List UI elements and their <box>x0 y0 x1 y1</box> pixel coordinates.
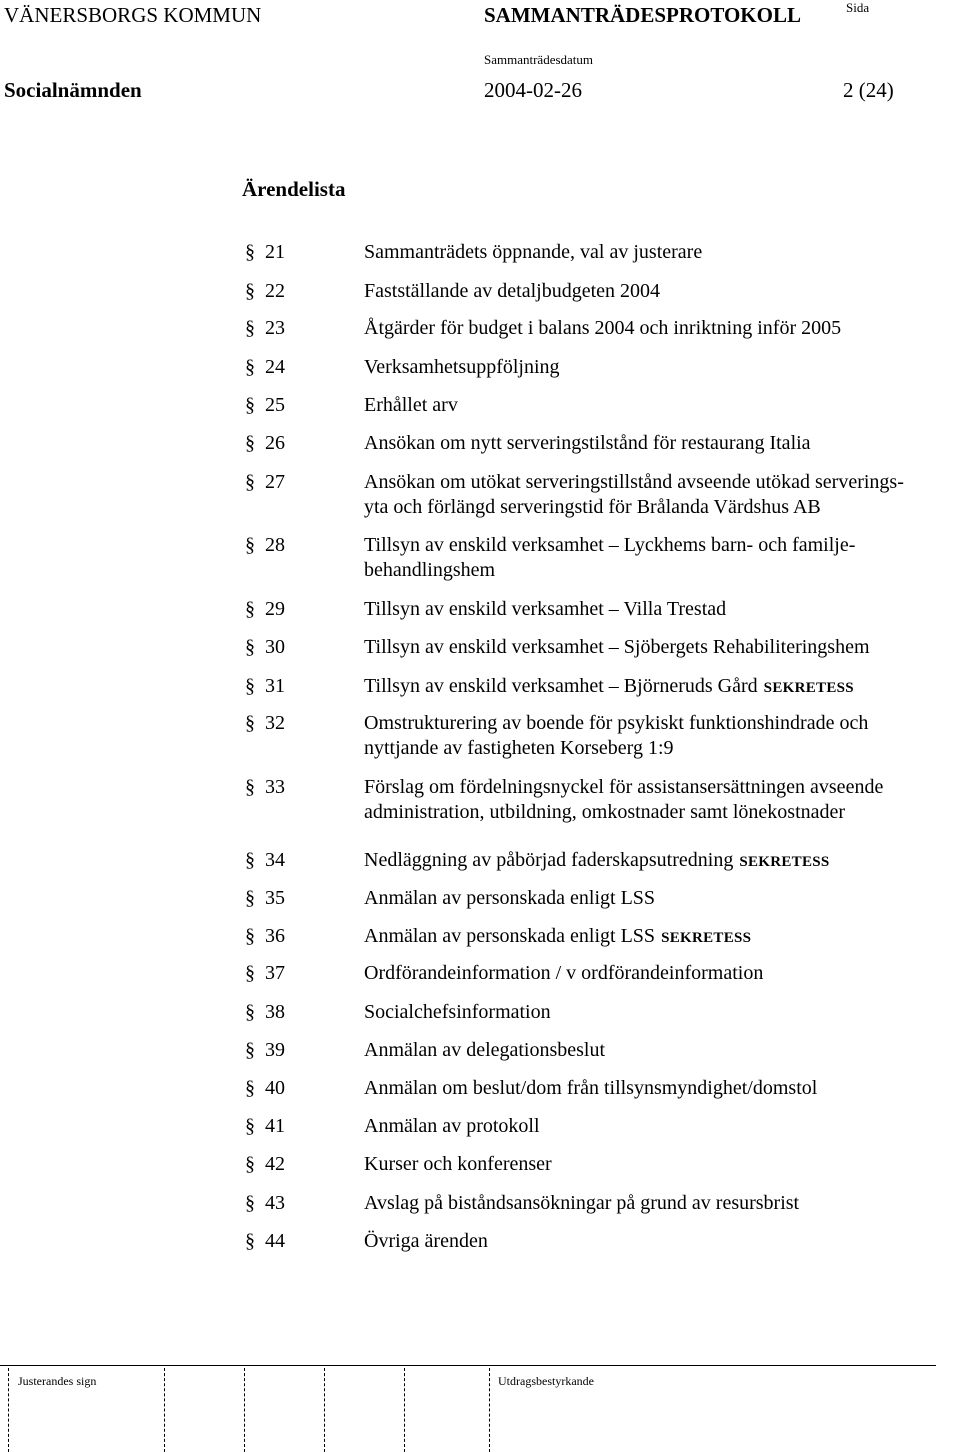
agenda-item-line-text: Nedläggning av påbörjad faderskapsutredning <box>364 849 734 871</box>
agenda-item-line-text: Verksamhetsuppföljning <box>364 356 560 378</box>
paragraph-icon: § <box>245 636 255 658</box>
agenda-item-line-text: Avslag på biståndsansökningar på grund av resursbrist <box>364 1192 800 1214</box>
agenda-item-number: 26 <box>265 432 285 454</box>
agenda-item-text <box>364 316 954 341</box>
agenda-item-number: 40 <box>265 1077 285 1099</box>
agenda-item-line <box>364 1076 954 1101</box>
agenda-item-line-text: Övriga ärenden <box>364 1230 488 1252</box>
meeting-date-label: Sammanträdesdatum <box>484 52 594 67</box>
signature-label: Justerandes sign <box>18 1374 97 1388</box>
agenda-item-line-text: Anmälan om beslut/dom från tillsynsmyndighet/domstol <box>364 1077 818 1099</box>
agenda-item-line <box>364 711 954 736</box>
agenda-item-number: 33 <box>265 776 285 798</box>
agenda-item-line <box>364 240 954 265</box>
agenda-item-text <box>364 393 954 418</box>
agenda-item-line-text: nyttjande av fastigheten Korseberg 1:9 <box>364 737 674 759</box>
agenda-item-number: 21 <box>265 241 285 263</box>
agenda-item-line <box>364 495 954 520</box>
agenda-item-text <box>364 924 954 951</box>
committee-name: Socialnämnden <box>4 78 142 102</box>
paragraph-icon: § <box>245 471 255 493</box>
agenda-item-line-text: Tillsyn av enskild verksamhet – Sjöbergets Rehabiliteringshem <box>364 636 870 658</box>
agenda-item-line-text: Ansökan om nytt serveringstilstånd för restaurang Italia <box>364 432 811 454</box>
agenda-item-text <box>364 1152 954 1177</box>
agenda-item-line-text: Socialchefsinformation <box>364 1001 551 1023</box>
agenda-item-number: 28 <box>265 534 285 556</box>
agenda-item-text <box>364 240 954 265</box>
agenda-item-line <box>364 635 954 660</box>
paragraph-icon: § <box>245 887 255 909</box>
agenda-item-line <box>364 533 954 558</box>
paragraph-icon: § <box>245 534 255 556</box>
agenda-item-number: 35 <box>265 887 285 909</box>
paragraph-icon: § <box>245 675 255 697</box>
agenda-item-line <box>364 848 954 875</box>
paragraph-icon: § <box>245 1039 255 1061</box>
agenda-item-line-text: Erhållet arv <box>364 394 458 416</box>
paragraph-icon: § <box>245 849 255 871</box>
agenda-item-line-text: Kurser och konferenser <box>364 1153 552 1175</box>
agenda-item-line <box>364 1038 954 1063</box>
municipality-name: VÄNERSBORGS KOMMUN <box>4 3 262 27</box>
agenda-item-line-text: Omstrukturering av boende för psykiskt funktionshindrade och <box>364 712 869 734</box>
agenda-item-text <box>364 355 954 380</box>
agenda-item-number: 38 <box>265 1001 285 1023</box>
agenda-item-line <box>364 775 954 800</box>
agenda-item-line <box>364 1152 954 1177</box>
agenda-item-number: 37 <box>265 962 285 984</box>
agenda-item-number: 32 <box>265 712 285 734</box>
agenda-item-number: 29 <box>265 598 285 620</box>
agenda-item-line <box>364 279 954 304</box>
confidential-badge: SEKRETESS <box>763 680 854 696</box>
agenda-item-line <box>364 1229 954 1254</box>
agenda-item-line-text: Anmälan av delegationsbeslut <box>364 1039 606 1061</box>
paragraph-icon: § <box>245 776 255 798</box>
agenda-item-text <box>364 533 954 583</box>
paragraph-icon: § <box>245 356 255 378</box>
agenda-item-number: 23 <box>265 317 285 339</box>
agenda-item-line <box>364 800 954 825</box>
agenda-item-number: 43 <box>265 1192 285 1214</box>
agenda-item-line <box>364 597 954 622</box>
agenda-item-text <box>364 635 954 660</box>
agenda-item-text <box>364 470 954 520</box>
agenda-item-line <box>364 924 954 951</box>
agenda-item-line <box>364 1114 954 1139</box>
agenda-item-line-text: administration, utbildning, omkostnader samt lönekostnader <box>364 801 846 823</box>
confidential-badge: SEKRETESS <box>739 854 830 870</box>
agenda-item-line-text: Tillsyn av enskild verksamhet – Lyckhems barn- och familje- <box>364 534 856 556</box>
paragraph-icon: § <box>245 432 255 454</box>
agenda-item-line-text: Fastställande av detaljbudgeten 2004 <box>364 280 661 302</box>
agenda-item-line-text: Åtgärder för budget i balans 2004 och inriktning inför 2005 <box>364 317 842 339</box>
confidential-badge: SEKRETESS <box>661 930 752 946</box>
agenda-item-line <box>364 355 954 380</box>
page-label: Sida <box>846 0 870 15</box>
agenda-item-line <box>364 886 954 911</box>
agenda-item-text <box>364 848 954 875</box>
agenda-item-line-text: Anmälan av personskada enligt LSS <box>364 887 656 909</box>
agenda-item-text <box>364 1038 954 1063</box>
paragraph-icon: § <box>245 598 255 620</box>
agenda-item-number: 42 <box>265 1153 285 1175</box>
agenda-item-text <box>364 711 954 761</box>
agenda-item-line-text: Ordförandeinformation / v ordförandeinformation <box>364 962 764 984</box>
agenda-item-line <box>364 470 954 495</box>
footer-separator <box>164 1368 165 1452</box>
agenda-item-line-text: Sammanträdets öppnande, val av justerare <box>364 241 703 263</box>
agenda-item-number: 30 <box>265 636 285 658</box>
footer-separator <box>8 1368 9 1452</box>
agenda-item-number: 22 <box>265 280 285 302</box>
paragraph-icon: § <box>245 1153 255 1175</box>
footer-separator <box>244 1368 245 1452</box>
agenda-item-text <box>364 961 954 986</box>
paragraph-icon: § <box>245 1077 255 1099</box>
paragraph-icon: § <box>245 1230 255 1252</box>
agenda-item-text <box>364 1229 954 1254</box>
agenda-item-text <box>364 431 954 456</box>
paragraph-icon: § <box>245 1192 255 1214</box>
agenda-item-line <box>364 674 954 701</box>
agenda-item-line <box>364 558 954 583</box>
paragraph-icon: § <box>245 317 255 339</box>
agenda-item-line-text: Anmälan av personskada enligt LSS <box>364 925 656 947</box>
paragraph-icon: § <box>245 394 255 416</box>
footer-divider <box>0 1365 936 1366</box>
agenda-item-line-text: Tillsyn av enskild verksamhet – Björneruds Gård <box>364 675 758 697</box>
agenda-item-line <box>364 736 954 761</box>
paragraph-icon: § <box>245 712 255 734</box>
footer-separator <box>404 1368 405 1452</box>
agenda-item-number: 36 <box>265 925 285 947</box>
agenda-item-line-text: Ansökan om utökat serveringstillstånd avseende utökad serverings- <box>364 471 904 493</box>
agenda-item-text <box>364 886 954 911</box>
agenda-item-number: 39 <box>265 1039 285 1061</box>
agenda-item-number: 27 <box>265 471 285 493</box>
meeting-date: 2004-02-26 <box>484 78 582 102</box>
paragraph-icon: § <box>245 1001 255 1023</box>
agenda-item-number: 44 <box>265 1230 285 1252</box>
agenda-item-line <box>364 431 954 456</box>
paragraph-icon: § <box>245 280 255 302</box>
agenda-item-line-text: Förslag om fördelningsnyckel för assistansersättningen avseende <box>364 776 884 798</box>
agenda-item-line-text: behandlingshem <box>364 559 496 581</box>
agenda-item-line <box>364 961 954 986</box>
agenda-item-text <box>364 1191 954 1216</box>
paragraph-icon: § <box>245 962 255 984</box>
agenda-item-number: 25 <box>265 394 285 416</box>
agenda-item-number: 41 <box>265 1115 285 1137</box>
agenda-item-line-text: Tillsyn av enskild verksamhet – Villa Trestad <box>364 598 727 620</box>
agenda-item-text <box>364 775 954 825</box>
agenda-item-text <box>364 1114 954 1139</box>
page-number: 2 (24) <box>843 78 894 102</box>
paragraph-icon: § <box>245 1115 255 1137</box>
agenda-item-number: 31 <box>265 675 285 697</box>
footer-separator <box>324 1368 325 1452</box>
agenda-item-text <box>364 279 954 304</box>
agenda-title: Ärendelista <box>242 177 346 201</box>
agenda-item-text <box>364 674 954 701</box>
paragraph-icon: § <box>245 241 255 263</box>
agenda-item-number: 34 <box>265 849 285 871</box>
agenda-item-line <box>364 393 954 418</box>
agenda-item-line <box>364 1000 954 1025</box>
agenda-item-text <box>364 597 954 622</box>
agenda-item-text <box>364 1076 954 1101</box>
footer-separator <box>489 1368 490 1452</box>
paragraph-icon: § <box>245 925 255 947</box>
agenda-item-text <box>364 1000 954 1025</box>
agenda-item-number: 24 <box>265 356 285 378</box>
agenda-item-line-text: Anmälan av protokoll <box>364 1115 540 1137</box>
agenda-item-line <box>364 316 954 341</box>
certification-label: Utdragsbestyrkande <box>498 1374 594 1388</box>
agenda-item-line <box>364 1191 954 1216</box>
agenda-item-line-text: yta och förlängd serveringstid för Brålanda Värdshus AB <box>364 496 821 518</box>
document-type: SAMMANTRÄDESPROTOKOLL <box>484 3 801 27</box>
